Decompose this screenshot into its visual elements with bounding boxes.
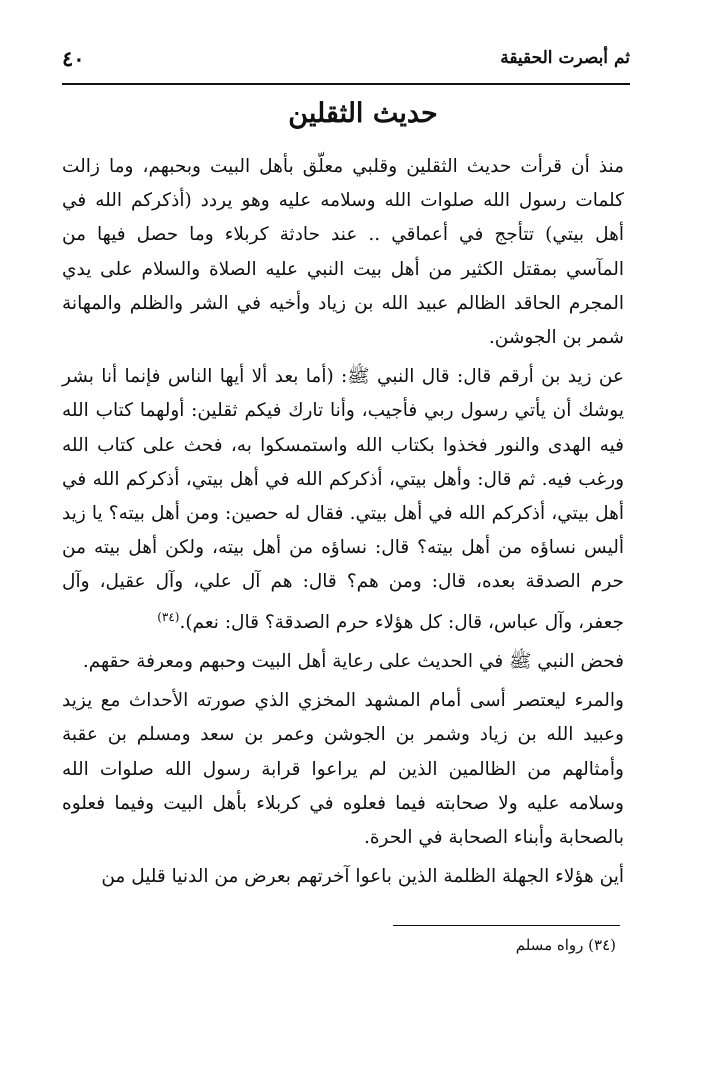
paragraph: والمرء ليعتصر أسى أمام المشهد المخزي الذي صورته الأحداث مع يزيد وعبيد الله بن زياد وشمر بن الجوشن وعمر بن سعد ومسلم بن عقبة وأمثالهم من الظالمين الذين لم يراعوا قرابة رسول الله صلوات الله وسلامه عليه ولا صحابته فيما فعلوه في كربلاء بأهل البيت وفيما فعلوه بالصحابة وأبناء الصحابة في الحرة. xyxy=(62,690,624,849)
footnote: (٣٤) رواه مسلم xyxy=(515,936,616,954)
page-number: ٤٠ xyxy=(62,46,85,71)
header-rule xyxy=(62,83,630,85)
paragraph: أين هؤلاء الجهلة الظلمة الذين باعوا آخرتهم بعرض من الدنيا قليل من xyxy=(101,866,624,888)
book-title: ثم أبصرت الحقيقة xyxy=(500,48,630,68)
paragraph-hadith xyxy=(62,360,624,640)
paragraph: فحض النبي ﷺ في الحديث على رعاية أهل البيت وحبهم ومعرفة حقهم. xyxy=(82,651,624,672)
paragraph: منذ أن قرأت حديث الثقلين وقلبي معلّق بأهل البيت وبحبهم، وما زالت كلمات رسول الله صلوات الله وسلامه عليه وهو يردد (أذكركم الله في أهل بيتي) تتأجج في أعماقي .. عند حادثة كربلاء وما حصل فيها من المآسي بمقتل الكثير من أهل بيت النبي عليه الصلاة والسلام على يدي المجرم الحاقد الظالم عبيد الله بن زياد وأخيه في الشر والظلم والمهانة شمر بن الجوشن. xyxy=(62,156,624,349)
body-text xyxy=(62,150,624,894)
chapter-title: حديث الثقلين xyxy=(288,98,438,129)
footnote-marker: (٣٤) xyxy=(157,609,180,624)
hadith-text: عن زيد بن أرقم قال: قال النبي ﷺ: (أما بعد ألا أيها الناس فإنما أنا بشر يوشك أن يأتي رسول ربي فأجيب، وأنا تارك فيكم ثقلين: أولهما كتاب الله فيه الهدى والنور فخذوا بكتاب الله واستمسكوا به، فحث على كتاب الله ورغب فيه. ثم قال: وأهل بيتي، أذكركم الله في أهل بيتي، أذكركم الله في أهل بيتي، أذكركم الله في أهل بيتي. فقال له حصين: ومن أهل بيته؟ يا زيد أليس نساؤه من أهل بيته؟ قال: نساؤه من أهل بيته، ولكن أهل بيته من حرم الصدقة بعده، قال: ومن هم؟ قال: هم آل علي، وآل عقيل، وآل جعفر، وآل عباس، قال: كل هؤلاء حرم الصدقة؟ قال: نعم). xyxy=(62,366,624,633)
footnote-rule xyxy=(393,925,620,926)
running-header xyxy=(62,48,630,82)
